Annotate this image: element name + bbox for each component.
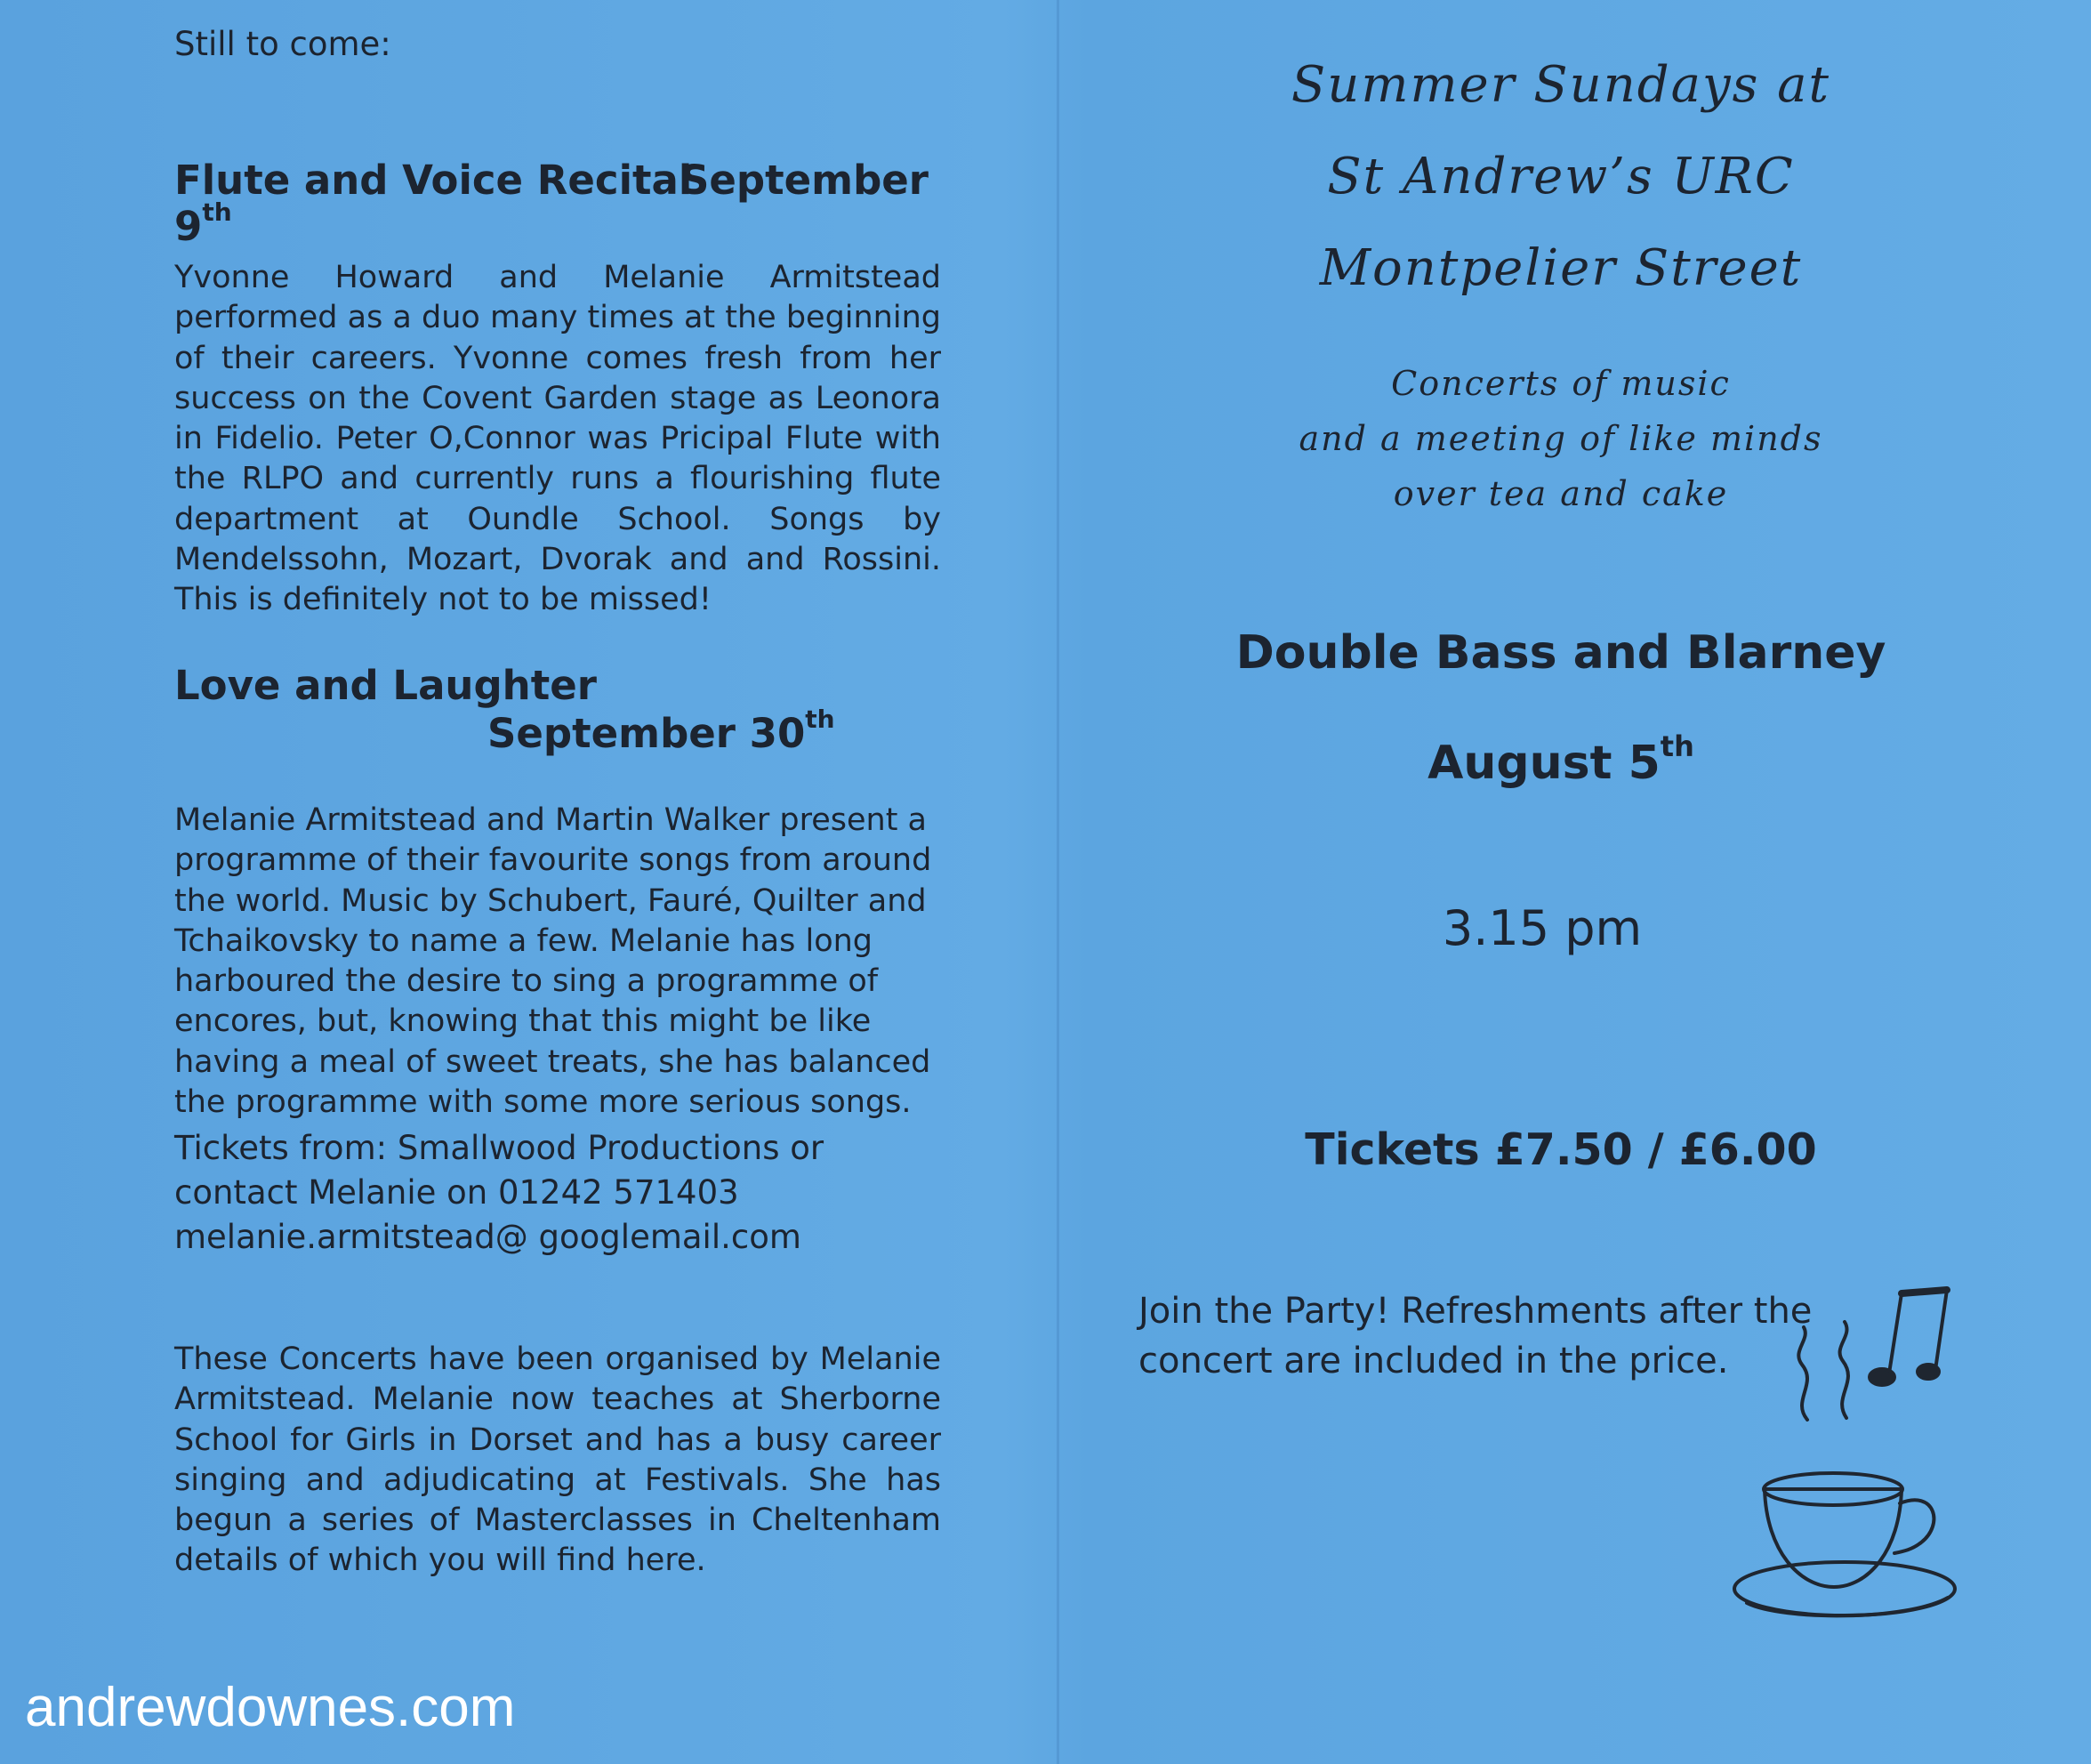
- event1-description: Yvonne Howard and Melanie Armitstead performed as a duo many times at the beginning of their careers. Yvonne comes fresh from her success on the Covent Garden stage as Leonora in Fidelio. Peter O,Connor was Pricipal Flute with the RLPO and currently runs a flourishing flute department at Oundle School. Songs by Mendelssohn, Mozart, Dvorak and and Rossini. This is definitely not to be missed!: [174, 260, 941, 618]
- tagline-line-2: and a meeting of like minds: [1299, 419, 1823, 458]
- series-title: [1058, 39, 2063, 314]
- teacup-music-note-icon: [1693, 1285, 1960, 1640]
- featured-event-time: 3.15 pm: [1442, 900, 1643, 956]
- event1-date-day: 9: [174, 203, 203, 250]
- series-title-line-1: Summer Sundays at: [1291, 56, 1831, 114]
- party-line-1: Join the Party! Refreshments after the: [1138, 1291, 1813, 1332]
- still-to-come-label: Still to come:: [174, 25, 391, 63]
- event1-date-day-wrap: [174, 197, 232, 250]
- event2-date-suffix: th: [805, 705, 835, 734]
- event1-date-suffix: th: [202, 197, 232, 227]
- watermark: andrewdownes.com: [25, 1677, 516, 1738]
- ticket-contact: [174, 1126, 824, 1260]
- contact-email: melanie.armitstead@ googlemail.com: [174, 1218, 801, 1256]
- ticket-prices: Tickets £7.50 / £6.00: [1305, 1124, 1817, 1175]
- event2-date-wrap: [487, 705, 835, 757]
- event1-date-month: September: [680, 157, 929, 204]
- event2-description: Melanie Armitstead and Martin Walker present a programme of their favourite songs from around the world. Music by Schubert, Fauré, Quilter and Tchaikovsky to name a few. Melanie has long harboured the desire to sing a programme of encores, but, knowing that this might be like having a meal of sweet treats, she has balanced the programme with some more serious songs.: [174, 802, 932, 1121]
- event2-date: September 30: [487, 710, 806, 757]
- event1-title: Flute and Voice Recital: [174, 157, 693, 204]
- party-line-2: concert are included in the price.: [1138, 1341, 1729, 1381]
- contact-line-2: contact Melanie on 01242 571403: [174, 1173, 739, 1212]
- featured-event-title: Double Bass and Blarney: [1235, 626, 1886, 680]
- tagline-line-3: over tea and cake: [1393, 474, 1729, 513]
- series-tagline: [1058, 356, 2063, 521]
- contact-line-1: Tickets from: Smallwood Productions or: [174, 1129, 824, 1167]
- featured-event-date: August 5: [1428, 737, 1661, 790]
- featured-event-date-wrap: [1058, 729, 2063, 790]
- tagline-line-1: Concerts of music: [1391, 364, 1731, 403]
- event2-title: Love and Laughter: [174, 662, 597, 709]
- organiser-about: These Concerts have been organised by Melanie Armitstead. Melanie now teaches at Sherborne School for Girls in Dorset and has a busy career singing and adjudicating at Festivals. She has begun a series of Masterclasses in Cheltenham details of which you will find here.: [174, 1341, 941, 1579]
- series-title-line-3: Montpelier Street: [1319, 239, 1803, 297]
- series-title-line-2: St Andrew’s URC: [1327, 148, 1795, 205]
- featured-event-date-suffix: th: [1660, 729, 1694, 763]
